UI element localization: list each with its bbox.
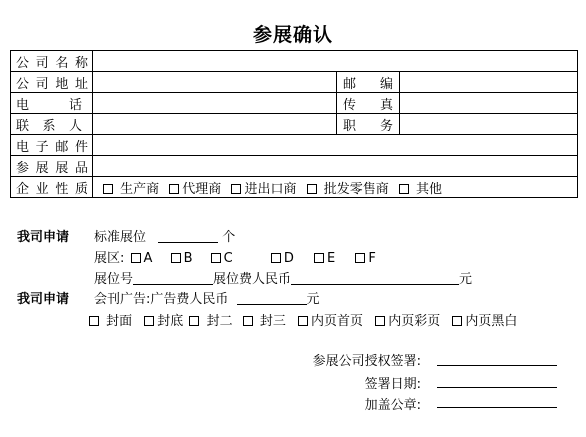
nature-option-wholesale[interactable]: 批发零售商 — [307, 178, 389, 197]
exhibits-label: 参展展品 — [11, 156, 93, 177]
company-address-field[interactable] — [93, 72, 337, 93]
zone-line — [94, 247, 376, 266]
position-label: 职 务 — [337, 114, 400, 135]
ad-inside-front-checkbox[interactable] — [189, 316, 199, 326]
zone-f-checkbox[interactable] — [355, 253, 365, 263]
fax-label: 传 真 — [337, 93, 400, 114]
ad-fee-line — [94, 288, 320, 307]
nature-row — [11, 177, 578, 198]
booth-count-input[interactable] — [158, 241, 218, 243]
ad-inside-front-label: 封二 — [206, 314, 233, 329]
zone-d-checkbox[interactable] — [271, 253, 281, 263]
booth-fee-line — [94, 268, 472, 287]
email-row — [11, 135, 578, 156]
stamp-label: 加盖公章: — [364, 398, 421, 413]
booth-no-input[interactable] — [133, 283, 213, 285]
checkbox[interactable] — [399, 184, 409, 194]
company-info-table — [10, 50, 578, 198]
zone-a-label: A — [143, 251, 153, 266]
ad-fee-input[interactable] — [237, 303, 307, 305]
nature-options — [93, 177, 578, 198]
ad-first-page-label: 内页首页 — [311, 314, 364, 329]
ad-options-line — [89, 310, 517, 329]
nature-label: 企业性质 — [11, 177, 93, 198]
zone-c-label: C — [223, 251, 233, 266]
company-address-row — [11, 72, 578, 93]
booth-no-label: 展位号 — [94, 272, 134, 287]
checkbox[interactable] — [307, 184, 317, 194]
phone-label: 电 话 — [11, 93, 93, 114]
zone-label: 展区: — [94, 251, 125, 266]
stamp-input[interactable] — [437, 406, 557, 408]
ad-inside-back-checkbox[interactable] — [243, 316, 253, 326]
email-field[interactable] — [93, 135, 578, 156]
company-name-label: 公司名称 — [11, 51, 93, 72]
zone-a-checkbox[interactable] — [131, 253, 141, 263]
authorized-sign-input[interactable] — [437, 364, 557, 366]
checkbox[interactable] — [103, 184, 113, 194]
zone-b-label: B — [183, 251, 193, 266]
booth-fee-label: 展位费人民币 — [213, 272, 292, 287]
company-name-row — [11, 51, 578, 72]
zone-b-checkbox[interactable] — [171, 253, 181, 263]
standard-booth-label: 标准展位 — [94, 230, 147, 245]
apply-booth-label: 我司申请 — [17, 230, 70, 245]
zone-c-checkbox[interactable] — [211, 253, 221, 263]
email-label: 电子邮件 — [11, 135, 93, 156]
ad-back-checkbox[interactable] — [144, 316, 154, 326]
zone-f-label: F — [368, 251, 376, 266]
ad-fee-label: 会刊广告:广告费人民币 — [94, 292, 229, 307]
phone-field[interactable] — [93, 93, 337, 114]
postcode-field[interactable] — [400, 72, 578, 93]
ad-cover-checkbox[interactable] — [89, 316, 99, 326]
ad-inside-back-label: 封三 — [259, 314, 286, 329]
ad-back-label: 封底 — [157, 314, 184, 329]
zone-d-label: D — [283, 251, 294, 266]
ad-cover-label: 封面 — [106, 314, 133, 329]
ad-fee-unit: 元 — [306, 292, 320, 307]
ad-bw-page-label: 内页黑白 — [465, 314, 518, 329]
booth-fee-input[interactable] — [291, 283, 459, 285]
booth-fee-unit: 元 — [459, 272, 473, 287]
company-name-field[interactable] — [93, 51, 578, 72]
checkbox[interactable] — [231, 184, 241, 194]
phone-row — [11, 93, 578, 114]
contact-row — [11, 114, 578, 135]
sign-date-label: 签署日期: — [364, 377, 421, 392]
ad-first-page-checkbox[interactable] — [298, 316, 308, 326]
zone-e-label: E — [327, 251, 336, 266]
contact-field[interactable] — [93, 114, 337, 135]
document-title: 参展确认 — [252, 24, 333, 46]
checkbox[interactable] — [169, 184, 179, 194]
exhibits-row — [11, 156, 578, 177]
standard-booth-line — [94, 226, 235, 245]
zone-e-checkbox[interactable] — [314, 253, 324, 263]
postcode-label: 邮 编 — [337, 72, 400, 93]
position-field[interactable] — [400, 114, 578, 135]
ad-color-page-label: 内页彩页 — [388, 314, 441, 329]
ad-bw-page-checkbox[interactable] — [452, 316, 462, 326]
exhibits-field[interactable] — [93, 156, 578, 177]
contact-label: 联 系 人 — [11, 114, 93, 135]
nature-option-other[interactable]: 其他 — [399, 178, 442, 197]
apply-ad-label: 我司申请 — [17, 292, 70, 307]
nature-option-agent[interactable]: 代理商 — [169, 178, 221, 197]
nature-option-import-export[interactable]: 进出口商 — [231, 178, 296, 197]
authorized-sign-label: 参展公司授权签署: — [312, 354, 421, 369]
fax-field[interactable] — [400, 93, 578, 114]
nature-option-producer[interactable]: 生产商 — [103, 178, 159, 197]
ad-color-page-checkbox[interactable] — [375, 316, 385, 326]
company-address-label: 公司地址 — [11, 72, 93, 93]
sign-date-input[interactable] — [437, 386, 557, 388]
booth-unit: 个 — [222, 230, 236, 245]
